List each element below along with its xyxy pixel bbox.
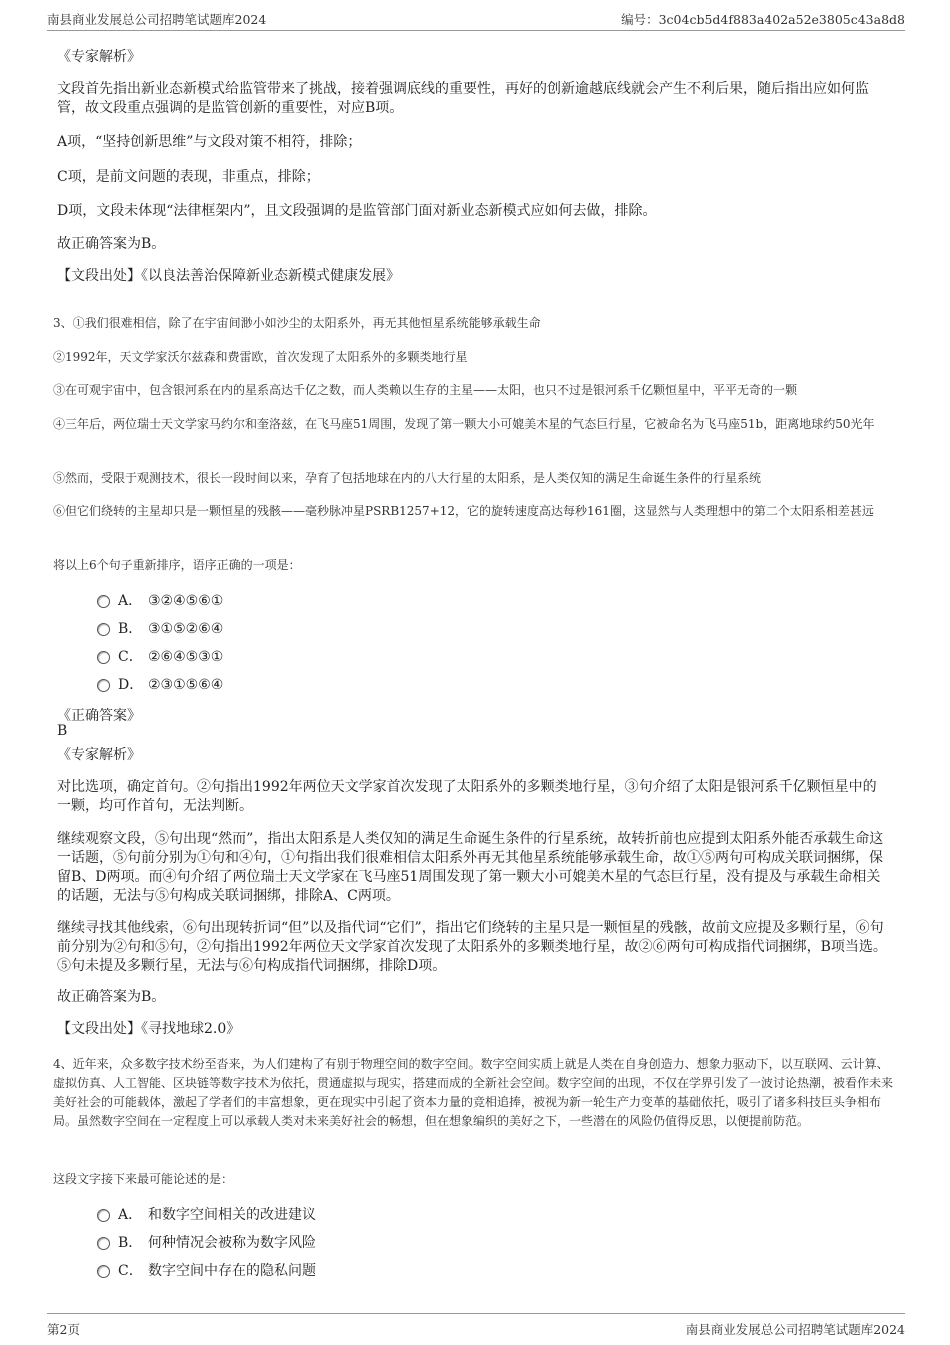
option-text: 数字空间中存在的隐私问题 — [148, 1263, 316, 1279]
q3-analysis-paragraph-2: 继续观察文段，⑤句出现“然而”，指出太阳系是人类仅知的满足生命诞生条件的行星系统，故转折前也应提到太阳系外能否承载生命这一话题，⑤句前分别为①句和④句，①句指出我们很难相信太阳系外再无其他星系统能够承载生命，故①⑤两句可构成关联词捆绑，保留B、D两项。而④句介绍了两位瑞士天文学家在飞马座51周围发现了第一颗大小可媲美木星的气态巨行星，没有提及与承载生命相关的话题，无法与⑤句构成关联词捆绑，排除A、C两项。 — [57, 831, 884, 904]
option-text: ②③①⑤⑥④ — [148, 677, 224, 693]
page-number: 第2页 — [47, 1322, 80, 1337]
q3-analysis-paragraph-1: 对比选项，确定首句。②句指出1992年两位天文学家首次发现了太阳系外的多颗类地行星，③句介绍了太阳是银河系千亿颗恒星中的一颗，均可作首句，无法判断。 — [57, 779, 877, 814]
q3-sentence-4: ④三年后，两位瑞士天文学家马约尔和奎洛兹，在飞马座51周围，发现了第一颗大小可媲美木星的气态巨行星，它被命名为飞马座51b，距离地球约50光年 — [53, 417, 875, 431]
q4-option-a[interactable] — [97, 1205, 316, 1225]
q3-option-b[interactable] — [97, 619, 223, 639]
q2-analysis-option-c: C项，是前文问题的表现，非重点，排除； — [57, 169, 320, 185]
q3-sentence-6: ⑥但它们绕转的主星却只是一颗恒星的残骸——毫秒脉冲星PSRB1257+12，它的旋转速度高达每秒161圈，这显然与人类理想中的第二个太阳系相差甚远 — [53, 504, 874, 518]
option-text: ③②④⑤⑥① — [148, 593, 224, 609]
radio-icon[interactable] — [97, 595, 110, 608]
option-text: 和数字空间相关的改进建议 — [148, 1207, 316, 1223]
q3-option-c[interactable] — [97, 647, 223, 667]
q3-expert-heading: 《专家解析》 — [57, 747, 141, 763]
q2-conclusion: 故正确答案为B。 — [57, 236, 166, 252]
q3-sentence-3: ③在可观宇宙中，包含银河系在内的星系高达千亿之数，而人类赖以生存的主星——太阳，也只不过是银河系千亿颗恒星中，平平无奇的一颗 — [53, 383, 798, 397]
radio-icon[interactable] — [97, 1265, 110, 1278]
q3-sentence-1: 3、①我们很难相信，除了在宇宙间渺小如沙尘的太阳系外，再无其他恒星系统能够承载生命 — [53, 316, 541, 330]
header-serial: 编号：3c04cb5d4f883a402a52e3805c43a8d8 — [621, 12, 905, 27]
q3-option-a[interactable] — [97, 591, 223, 611]
radio-icon[interactable] — [97, 679, 110, 692]
q3-source: 【文段出处】《寻找地球2.0》 — [57, 1021, 241, 1037]
option-letter: D． — [118, 677, 144, 693]
q2-analysis-option-d: D项，文段未体现“法律框架内”，且文段强调的是监管部门面对新业态新模式应如何去做，排除。 — [57, 203, 657, 219]
q2-expert-heading: 《专家解析》 — [57, 49, 141, 65]
q3-answer: B — [57, 723, 68, 739]
page-header — [47, 0, 905, 31]
page-footer — [47, 1313, 905, 1342]
q3-sentence-5: ⑤然而，受限于观测技术，很长一段时间以来，孕育了包括地球在内的八大行星的太阳系，是人类仅知的满足生命诞生条件的行星系统 — [53, 471, 762, 485]
q4-prompt: 这段文字接下来最可能论述的是： — [53, 1172, 234, 1186]
q2-analysis-paragraph: 文段首先指出新业态新模式给监管带来了挑战，接着强调底线的重要性，再好的创新逾越底线就会产生不利后果，随后指出应如何监管，故文段重点强调的是监管创新的重要性，对应B项。 — [57, 81, 869, 116]
q3-prompt: 将以上6个句子重新排序，语序正确的一项是： — [53, 558, 301, 572]
option-text: 何种情况会被称为数字风险 — [148, 1235, 316, 1251]
header-title: 南县商业发展总公司招聘笔试题库2024 — [47, 12, 267, 27]
option-letter: C． — [118, 1263, 143, 1279]
option-text: ②⑥④⑤③① — [148, 649, 224, 665]
option-letter: A． — [118, 1207, 143, 1223]
q3-option-d[interactable] — [97, 675, 223, 695]
q4-option-b[interactable] — [97, 1233, 316, 1253]
option-text: ③①⑤②⑥④ — [148, 621, 224, 637]
radio-icon[interactable] — [97, 623, 110, 636]
q2-analysis-option-a: A项，“坚持创新思维”与文段对策不相符，排除； — [57, 134, 362, 150]
q4-stem: 4、近年来，众多数字技术纷至沓来，为人们建构了有别于物理空间的数字空间。数字空间实质上就是人类在自身创造力、想象力驱动下，以互联网、云计算、虚拟仿真、人工智能、区块链等数字技术为依托，贯通虚拟与现实，搭建而成的全新社会空间。数字空间的出现，不仅在学界引发了一波讨论热潮，被看作未来美好社会的可能载体，激起了学者们的丰富想象，更在现实中引起了资本力量的竞相追捧，被视为新一轮生产力变革的基础依托，吸引了诸多科技巨头争相布局。虽然数字空间在一定程度上可以承载人类对未来美好社会的畅想，但在想象编织的美好之下，一些潜在的风险仍值得反思，以便提前防范。 — [53, 1057, 894, 1128]
q3-conclusion: 故正确答案为B。 — [57, 989, 166, 1005]
radio-icon[interactable] — [97, 1237, 110, 1250]
option-letter: A． — [118, 593, 143, 609]
footer-title: 南县商业发展总公司招聘笔试题库2024 — [685, 1322, 905, 1337]
radio-icon[interactable] — [97, 651, 110, 664]
q2-source: 【文段出处】《以良法善治保障新业态新模式健康发展》 — [57, 268, 400, 284]
option-letter: B． — [118, 1235, 143, 1251]
option-letter: C． — [118, 649, 143, 665]
q4-option-c[interactable] — [97, 1261, 316, 1281]
q3-analysis-paragraph-3: 继续寻找其他线索，⑥句出现转折词“但”以及指代词“它们”，指出它们绕转的主星只是一颗恒星的残骸，故前文应提及多颗行星，⑥句前分别为②句和⑤句，②句指出1992年两位天文学家首次发现了太阳系外的多颗类地行星，故②⑥两句可构成指代词捆绑，B项当选。⑤句未提及多颗行星，无法与⑥句构成指代词捆绑，排除D项。 — [57, 920, 887, 974]
q3-sentence-2: ②1992年，天文学家沃尔兹森和费雷欧，首次发现了太阳系外的多颗类地行星 — [53, 350, 468, 364]
option-letter: B． — [118, 621, 143, 637]
q3-answer-heading: 《正确答案》 — [57, 708, 141, 724]
radio-icon[interactable] — [97, 1209, 110, 1222]
